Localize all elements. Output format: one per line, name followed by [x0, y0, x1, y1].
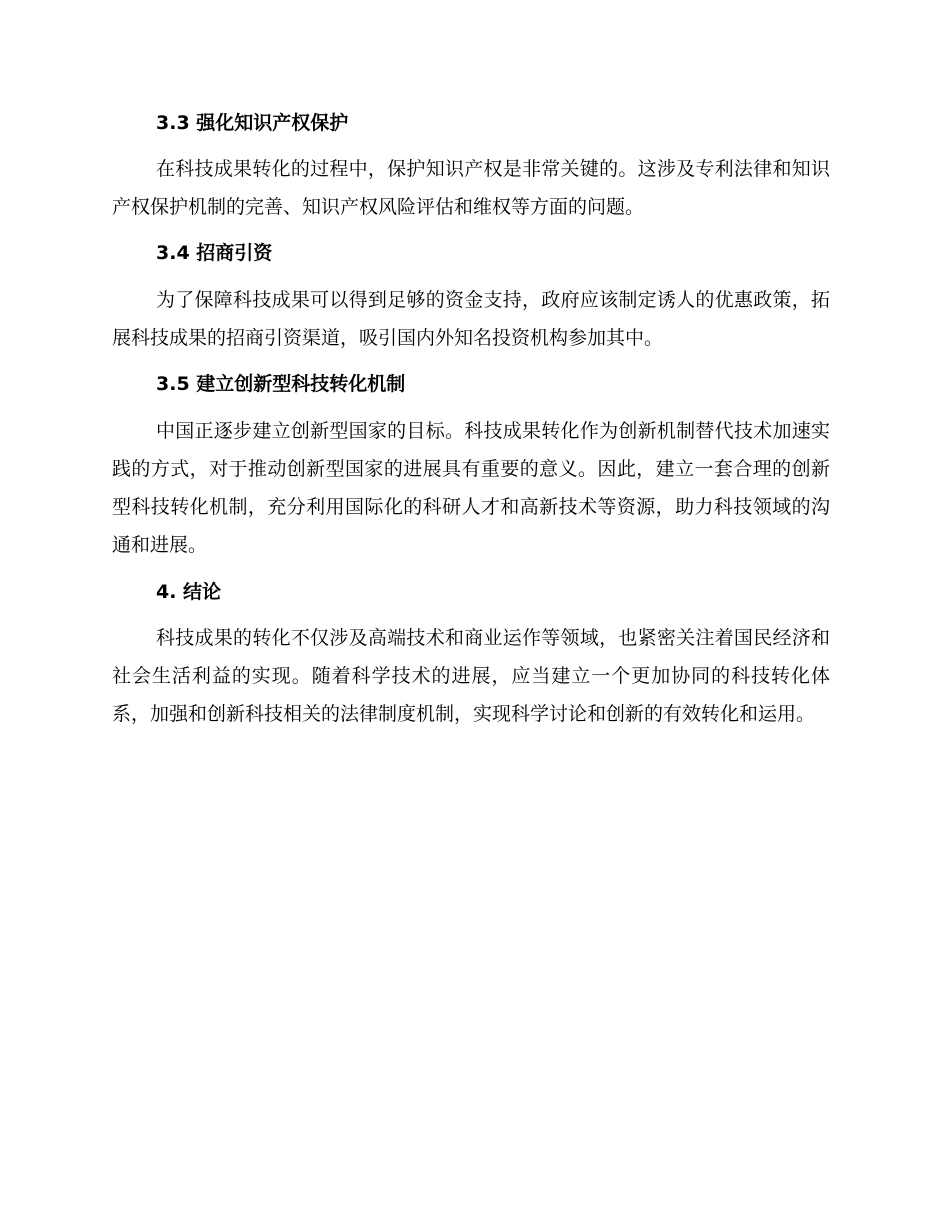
section-paragraph-4: 科技成果的转化不仅涉及高端技术和商业运作等领域，也紧密关注着国民经济和社会生活利益的实现。随着科学技术的进展，应当建立一个更加协同的科技转化体系，加强和创新科技相关的法律制度机制，实现科学讨论和创新的有效转化和运用。 [112, 627, 830, 725]
section-paragraph-3-3: 在科技成果转化的过程中，保护知识产权是非常关键的。这涉及专利法律和知识产权保护机制的完善、知识产权风险评估和维权等方面的问题。 [112, 158, 830, 218]
section-heading-4: 4. 结论 [156, 581, 222, 603]
section-paragraph-3-5: 中国正逐步建立创新型国家的目标。科技成果转化作为创新机制替代技术加速实践的方式，对于推动创新型国家的进展具有重要的意义。因此，建立一套合理的创新型科技转化机制，充分利用国际化的科研人才和高新技术等资源，助力科技领域的沟通和进展。 [112, 420, 830, 556]
section-heading-3-4: 3.4 招商引资 [156, 242, 273, 264]
document-page [112, 108, 830, 733]
section-paragraph-3-4: 为了保障科技成果可以得到足够的资金支持，政府应该制定诱人的优惠政策，拓展科技成果的招商引资渠道，吸引国内外知名投资机构参加其中。 [112, 289, 830, 349]
section-heading-3-3: 3.3 强化知识产权保护 [156, 112, 349, 134]
section-heading-3-5: 3.5 建立创新型科技转化机制 [156, 373, 406, 395]
